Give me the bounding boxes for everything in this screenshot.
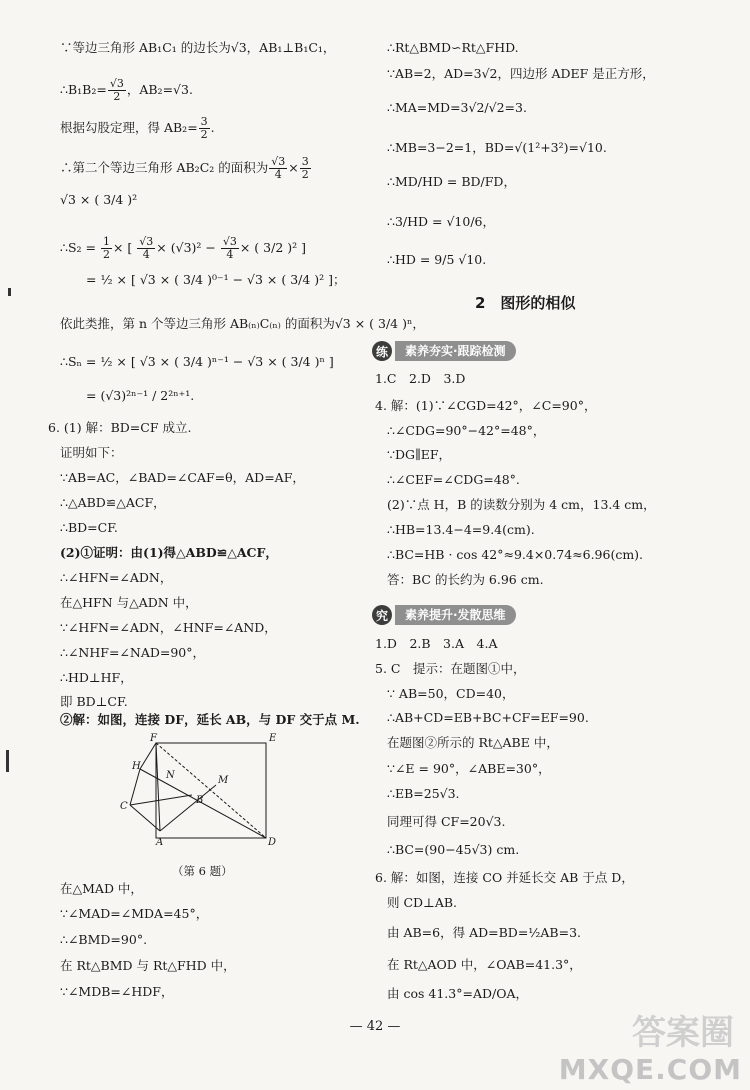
text-line: 在△HFN 与△ADN 中， xyxy=(60,595,198,610)
text-line: (2)∵点 H，B 的读数分别为 4 cm，13.4 cm， xyxy=(387,497,656,512)
text-line: 4. 解：(1)∵∠CGD=42°，∠C=90°， xyxy=(375,398,597,413)
text-line: ∴BC=HB · cos 42°≈9.4×0.74≈6.96(cm). xyxy=(387,547,644,562)
fraction: $\frac{3}{2}$ xyxy=(301,155,309,181)
text-line: ∵AB=AC，∠BAD=∠CAF=θ，AD=AF， xyxy=(60,470,305,485)
fraction: $\frac{√3}{4}$ xyxy=(139,235,154,261)
label-e: E xyxy=(269,733,277,744)
label-c: C xyxy=(120,801,128,812)
text-line: ∴∠NHF=∠NAD=90°， xyxy=(60,645,206,660)
text-line: ∴BD=CF. xyxy=(60,520,118,535)
label-h: H xyxy=(132,761,141,772)
practice-label: 素养夯实·跟踪检测 xyxy=(395,341,516,361)
margin-mark xyxy=(6,750,9,772)
label-a: A xyxy=(156,837,164,848)
text-line: ②解：如图，连接 DF，延长 AB，与 DF 交于点 M. xyxy=(60,712,360,727)
text-line: ∴AB+CD=EB+BC+CF=EF=90. xyxy=(387,710,589,725)
text-line: 6. 解：如图，连接 CO 并延长交 AB 于点 D， xyxy=(375,870,634,885)
text-line: 答：BC 的长约为 6.96 cm. xyxy=(387,572,544,587)
text-line: 依此类推，第 n 个等边三角形 AB₍ₙ₎C₍ₙ₎ 的面积为√3 × ( 3/4 )ⁿ， xyxy=(60,316,425,331)
page-number: — 42 — xyxy=(349,1019,401,1034)
text-line: 在题图②所示的 Rt△ABE 中， xyxy=(387,735,559,750)
text-line: = (√3)²ⁿ⁻¹ / 2²ⁿ⁺¹. xyxy=(86,388,195,403)
text-line: ∴MA=MD=3√2/√2=3. xyxy=(387,100,527,115)
text-line: ∵等边三角形 AB₁C₁ 的边长为√3，AB₁⊥B₁C₁， xyxy=(60,40,336,55)
figure-caption: （第 6 题） xyxy=(172,864,233,878)
text-line: ∵∠MDB=∠HDF， xyxy=(60,984,174,999)
text-line: ∴S₂ = $\frac{1}{2}$ × [ $\frac{√3}{4}$ × (√3)² − $\frac{√3}{4}$ × ( 3/2 )² ] xyxy=(60,235,306,261)
text-line: 在 Rt△BMD 与 Rt△FHD 中， xyxy=(60,958,236,973)
text-line: 根据勾股定理，得 AB₂= $\frac{3}{2}$ . xyxy=(60,115,215,141)
text-line: ∴Rt△BMD∽Rt△FHD. xyxy=(387,40,519,55)
text-line: √3 × ( 3/4 )² xyxy=(60,192,138,207)
text-line: 在 Rt△AOD 中，∠OAB=41.3°， xyxy=(387,957,582,972)
text-line: ∴HD⊥HF， xyxy=(60,670,133,685)
banner-practice xyxy=(372,341,516,361)
text-line: 证明如下： xyxy=(60,445,123,460)
text-line: 即 BD⊥CF. xyxy=(60,694,128,709)
text-line: ∵∠HFN=∠ADN，∠HNF=∠AND， xyxy=(60,620,277,635)
text-line: ∵AB=2，AD=3√2，四边形 ADEF 是正方形， xyxy=(387,66,655,81)
text-line: ∴∠BMD=90°. xyxy=(60,932,148,947)
text-line: = ½ × [ √3 × ( 3/4 )⁰⁻¹ − √3 × ( 3/4 )² ]； xyxy=(86,272,346,287)
text-line: 由 cos 41.3°=AD/OA， xyxy=(387,986,528,1001)
text-line: ∴Sₙ = ½ × [ √3 × ( 3/4 )ⁿ⁻¹ − √3 × ( 3/4 )ⁿ ] xyxy=(60,354,334,369)
watermark-logo: 答案圈 xyxy=(632,1013,734,1053)
text-line: ∴∠CDG=90°−42°=48°， xyxy=(387,423,546,438)
label-d: D xyxy=(268,837,277,848)
text-line: 5. C 提示：在题图①中， xyxy=(375,661,526,676)
text-line: ∴∠HFN=∠ADN， xyxy=(60,570,173,585)
text-line: ∴HD = 9/5 √10. xyxy=(387,252,487,267)
extension-label: 素养提升·发散思维 xyxy=(395,605,516,625)
text-line: ∴∠CEF=∠CDG=48°. xyxy=(387,472,520,487)
text-line: ∴3/HD = √10/6， xyxy=(387,214,495,229)
text-line: ∵DG∥EF， xyxy=(387,447,452,462)
text-line: 1.D 2.B 3.A 4.A xyxy=(375,636,498,651)
text-line: 6. (1) 解：BD=CF 成立. xyxy=(48,420,192,435)
text-line: ∴BC=(90−45√3) cm. xyxy=(387,842,520,857)
label-m: M xyxy=(218,775,229,786)
text-line: ∴MD/HD = BD/FD， xyxy=(387,174,516,189)
watermark-url: MXQE.COM xyxy=(558,1053,742,1086)
text-line: ∴B₁B₂= $\frac{√3}{2}$ ，AB₂=√3. xyxy=(60,77,193,103)
text-line: 同理可得 CF=20√3. xyxy=(387,814,506,829)
text-line: ∵∠MAD=∠MDA=45°， xyxy=(60,906,209,921)
text-line: ∴EB=25√3. xyxy=(387,786,460,801)
fraction: $\frac{√3}{4}$ xyxy=(222,235,237,261)
banner-extension xyxy=(372,605,516,625)
fraction: $\frac{√3}{4}$ xyxy=(271,155,286,181)
text-line: 由 AB=6，得 AD=BD=½AB=3. xyxy=(387,925,582,940)
margin-mark xyxy=(8,288,11,296)
fraction: $\frac{1}{2}$ xyxy=(102,235,110,261)
text-line: 在△MAD 中， xyxy=(60,881,143,896)
text-line: ∴△ABD≌△ACF， xyxy=(60,495,166,510)
section-title: 2 图形的相似 xyxy=(475,294,576,312)
label-f: F xyxy=(150,733,157,744)
text-line: ∴第二个等边三角形 AB₂C₂ 的面积为 $\frac{√3}{4}$ × $\frac{3}{2}$ xyxy=(60,155,309,181)
label-n: N xyxy=(166,770,175,781)
text-line: ∵∠E = 90°，∠ABE=30°， xyxy=(387,761,551,776)
text-line: ∴MB=3−2=1，BD=√(1²+3²)=√10. xyxy=(387,140,607,155)
practice-badge: 练 xyxy=(372,341,392,361)
geometry-figure xyxy=(116,733,286,863)
label-b: B xyxy=(196,795,204,806)
fraction: $\frac{√3}{2}$ xyxy=(109,77,124,103)
text-line: (2)①证明：由(1)得△ABD≌△ACF， xyxy=(60,545,278,560)
text-line: 则 CD⊥AB. xyxy=(387,895,458,910)
text-line: ∵ AB=50，CD=40， xyxy=(387,686,515,701)
text-line: 1.C 2.D 3.D xyxy=(375,371,466,386)
extension-badge: 究 xyxy=(372,605,392,625)
fraction: $\frac{3}{2}$ xyxy=(200,115,208,141)
text-line: ∴HB=13.4−4=9.4(cm). xyxy=(387,522,535,537)
